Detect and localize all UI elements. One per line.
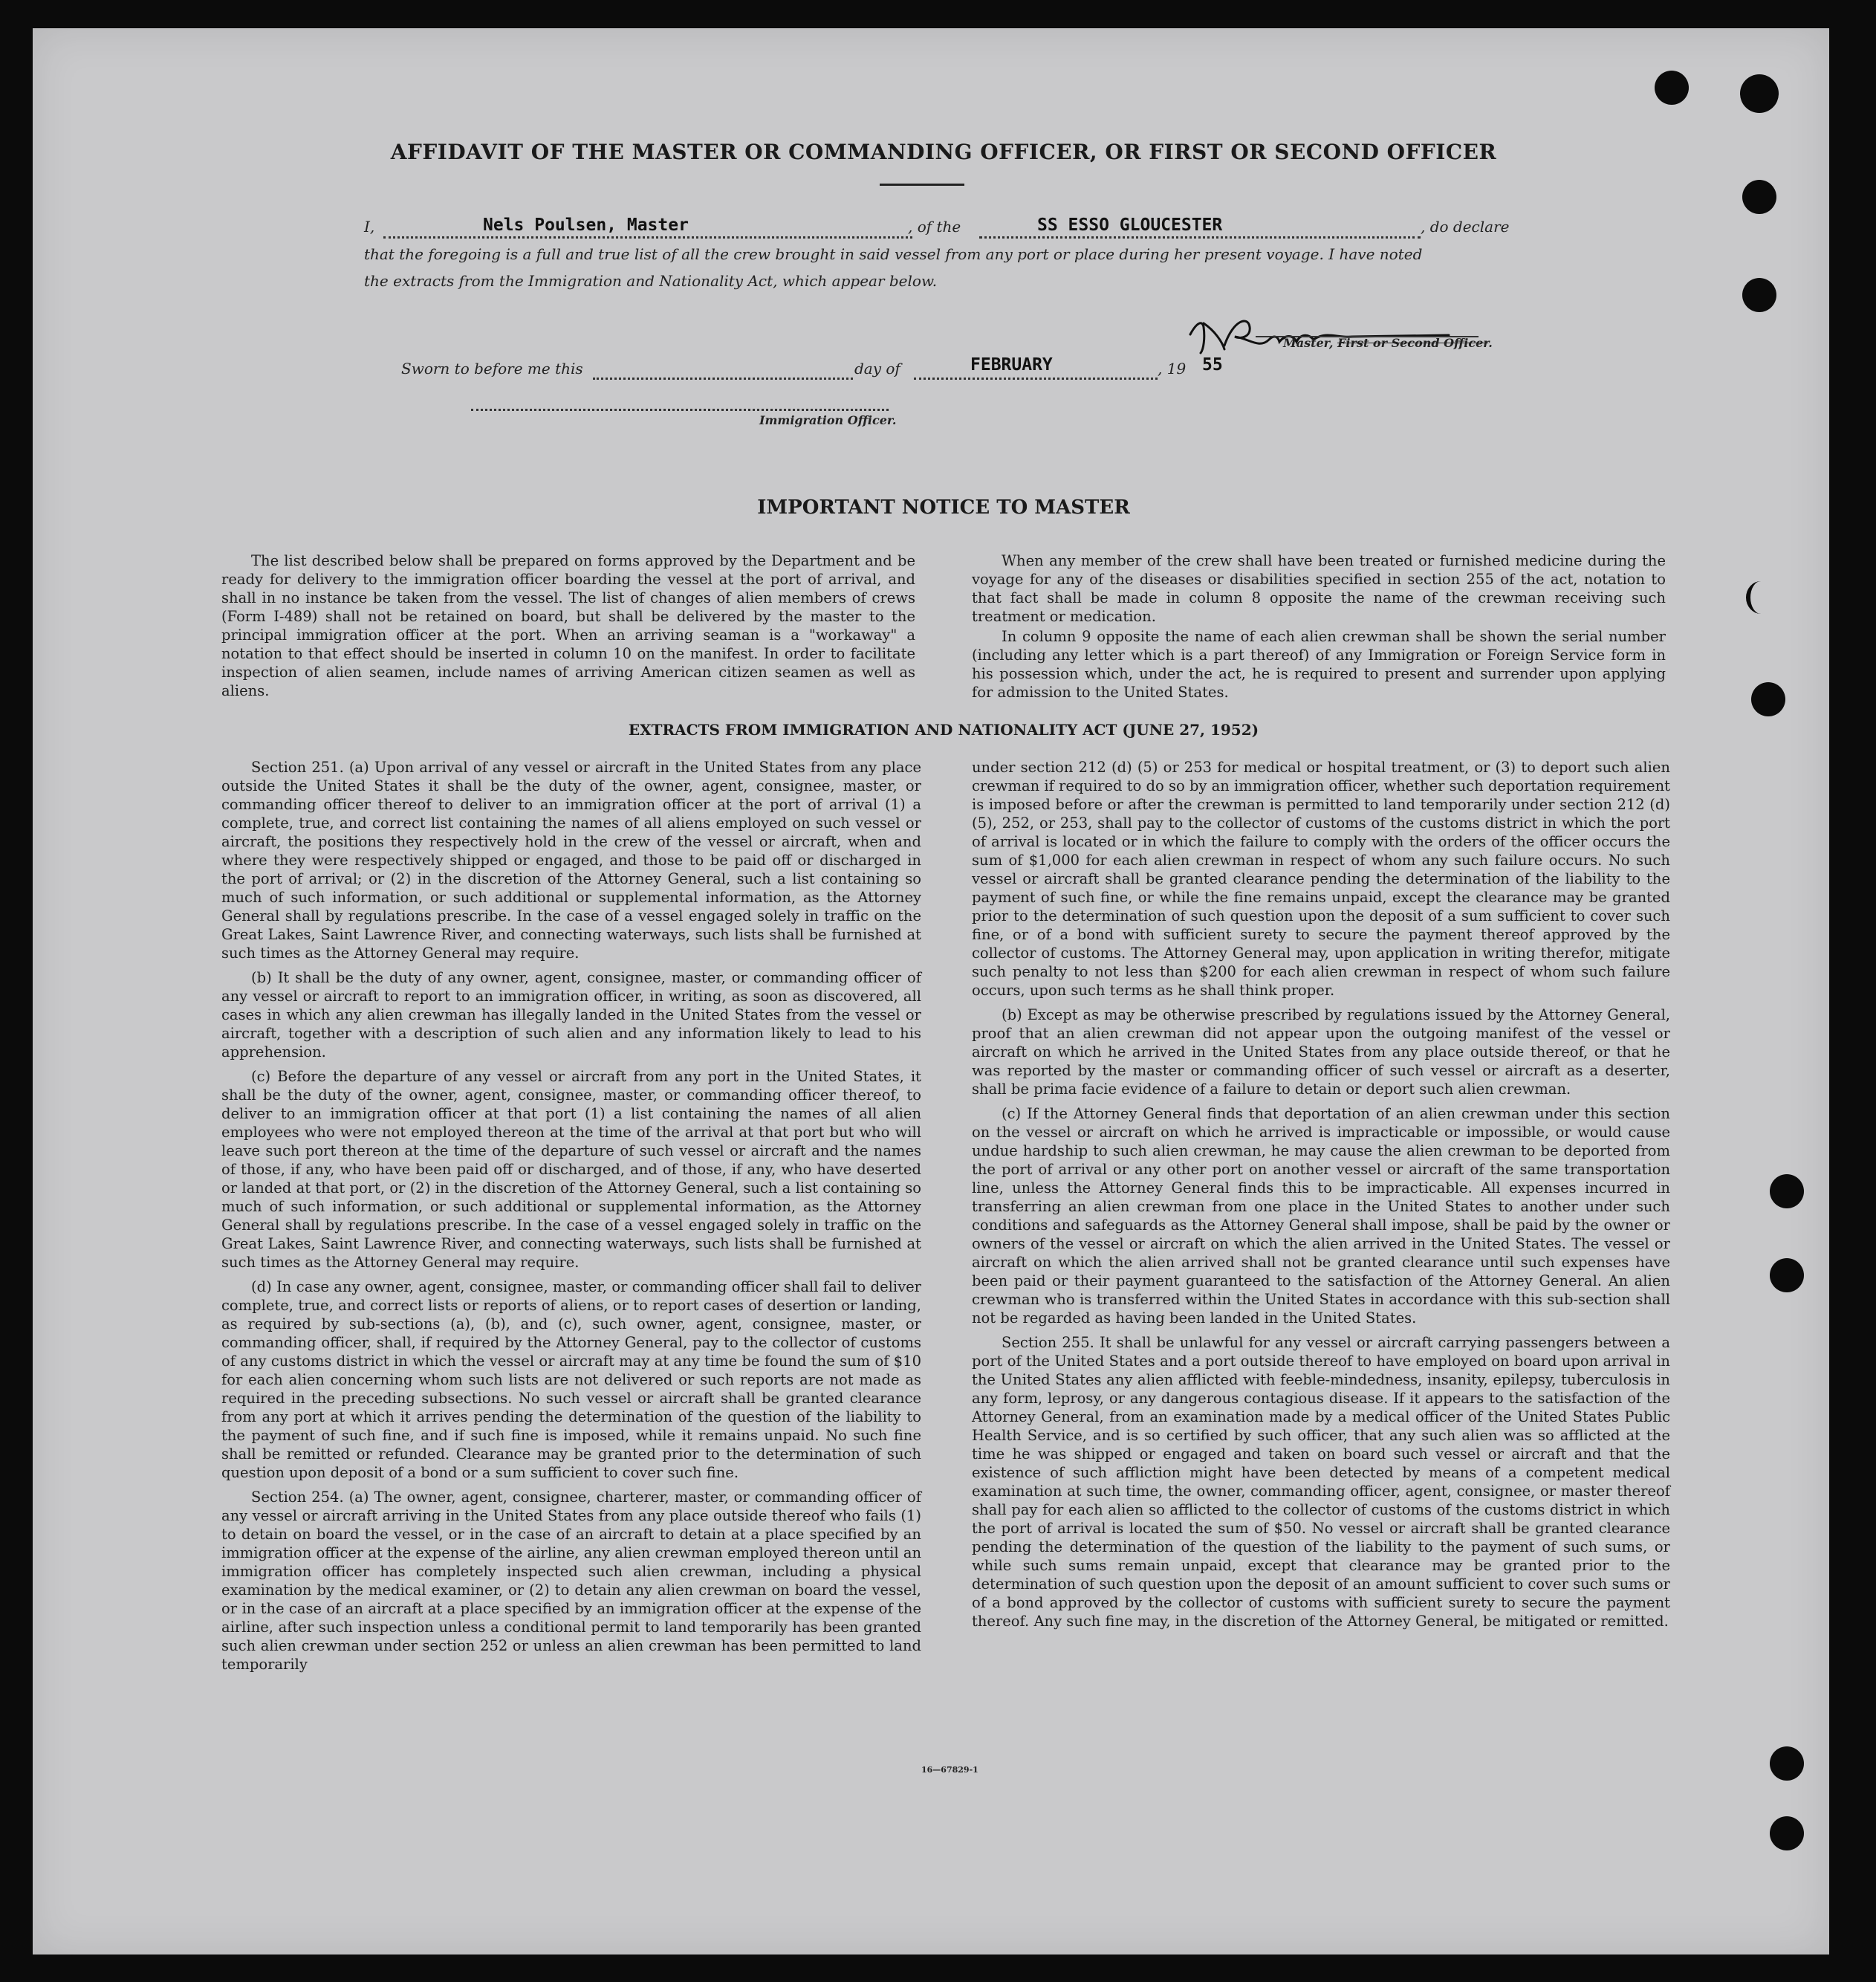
notice-left-paragraph: The list described below shall be prepared on forms approved by the Department and be ready for delivery to the immigration officer boarding the vessel at the port of arrival, and shall in no instance be taken from the vessel. The list of changes of alien members of crews (Form I-489) shall not be retained on board, but shall be delivered by the master to the principal immigration officer at the port. When an arriving seaman is a "workaway" a notation to that effect should be inserted in column 10 on the manifest. In order to facilitate inspection of alien seamen, include names of arriving American citizen seamen as well as aliens. (221, 552, 915, 699)
section-251-d: (d) In case any owner, agent, consignee, master, or commanding officer shall fail to deliver complete, true, and correct lists or reports of aliens, or to report cases of desertion or landing, as required by sub-sections (a), (b), and (c), such owner, agent, consignee, master, or commanding officer, shall, if required by the Attorney General, pay to the collector of customs of any customs district in which the vessel or aircraft may at any time be found the sum of $10 for each alien concerning whom such lists are not delivered or such reports are not made as required in the preceding subsections. No such vessel or aircraft shall be granted clearance from any port at which it arrives pending the determination of the question of the liability to the payment of such fine, and if such fine is imposed, while it remains unpaid. No such fine shall be remitted or refunded. Clearance may be granted prior to the determination of such question upon deposit of a bond or a sum sufficient to cover such fine. (221, 1278, 921, 1481)
notice-right-column (972, 551, 1666, 707)
signer-title: Master, First or Second Officer. (1283, 336, 1493, 350)
notice-left-column (221, 551, 915, 706)
extracts-left-column (221, 758, 921, 1680)
punch-hole (1740, 74, 1779, 113)
punch-hole (1770, 1258, 1804, 1292)
section-254-a-continued: under section 212 (d) (5) or 253 for medical or hospital treatment, or (3) to deport such alien crewman if required to do so by an immigration officer, whether such deportation requirement is imposed before or after the crewman is permitted to land temporarily under section 212 (d) (5), 252, or 253, shall pay to the collector of customs of the customs district in which the port of arrival is located or in which the failure to comply with the orders of the officer occurs the sum of $1,000 for each alien crewman in respect of whom any such failure occurs. No such vessel or aircraft shall be granted clearance pending the determination of the liability to the payment of such fine, or while the fine remains unpaid, except the clearance may be granted prior to the determination of such question upon the deposit of a sum sufficient to cover such fine, or of a bond with sufficient surety to secure the payment thereof approved by the collector of customs. The Attorney General may, upon application in writing therefor, mitigate such penalty to not less than $200 for each alien crewman in respect of whom such failure occurs, upon such terms as he shall think proper. (972, 759, 1670, 999)
punch-hole (1751, 682, 1785, 716)
year-prefix: , 19 (1158, 360, 1187, 378)
title-rule (880, 184, 964, 186)
punch-hole (1655, 71, 1689, 105)
declaration-line-2: that the foregoing is a full and true list of all the crew brought in said vessel from any port or place during her present voyage. I have noted (364, 245, 1423, 263)
do-declare-label: , do declare (1421, 218, 1510, 236)
section-255: Section 255. It shall be unlawful for any vessel or aircraft carrying passengers between a port of the United States and a port outside thereof to have employed on board upon arrival in the United States any alien afflicted with feeble-mindedness, insanity, epilepsy, tuberculosis in any form, leprosy, or any dangerous contagious disease. If it appears to the satisfaction of the Attorney General, from an examination made by a medical officer of the United States Public Health Service, and is so certified by such officer, that any such alien was so afflicted at the time he was shipped or engaged and taken on board such vessel or aircraft and that the existence of such affliction might have been detected by means of a competent medical examination at such time, the owner, commanding officer, agent, consignee, or master thereof shall pay for each alien so afflicted to the collector of customs of the customs district in which the port of arrival is located the sum of $50. No vessel or aircraft shall be granted clearance pending the determination of the question of the liability to the payment of such sums, or while such sums remain unpaid, except that clearance may be granted prior to the determination of such question upon the deposit of an amount sufficient to cover such sums or of a bond approved by the collector of customs with sufficient surety to secure the payment thereof. Any such fine may, in the discretion of the Attorney General, be mitigated or remitted. (972, 1334, 1670, 1630)
notice-right-paragraph-2: In column 9 opposite the name of each alien crewman shall be shown the serial number (including any letter which is a part thereof) of any Immigration or Foreign Service form in his possession which, under the act, he is required to present and surrender upon applying for admission to the United States. (972, 628, 1666, 701)
immigration-officer-label: Immigration Officer. (759, 413, 897, 427)
punch-hole (1770, 1174, 1804, 1208)
month-blank (914, 378, 1158, 380)
day-blank (593, 378, 853, 380)
master-name: Nels Poulsen, Master (483, 216, 689, 235)
extracts-right-column (972, 758, 1670, 1636)
sworn-year: 55 (1202, 355, 1223, 375)
section-254-b: (b) Except as may be otherwise prescribed by regulations issued by the Attorney General, proof that an alien crewman did not appear upon the outgoing manifest of the vessel or aircraft on which he arrived in the United States from any place outside thereof, or that he was reported by the master or commanding officer of such vessel or aircraft as a deserter, shall be prima facie evidence of a failure to detain or deport such alien crewman. (972, 1006, 1670, 1098)
declaration-line-3: the extracts from the Immigration and Nationality Act, which appear below. (364, 272, 938, 290)
immigration-officer-blank (471, 409, 889, 411)
extracts-title: EXTRACTS FROM IMMIGRATION AND NATIONALITY ACT (JUNE 27, 1952) (628, 721, 1259, 739)
section-251-c: (c) Before the departure of any vessel or aircraft from any port in the United States, it shall be the duty of the owner, agent, consignee, master, or commanding officer thereof, to deliver to an immigration officer at that port (1) a list containing the names of all alien employees who were not employed thereon at the time of the arrival at that port but who will leave such port thereon at the time of the departure of such vessel or aircraft and the names of those, if any, who have been paid off or discharged, and of those, if any, who have deserted or landed at that port, or (2) in the discretion of the Attorney General, such a list containing so much of such information, or such additional or supplemental information, as the Attorney General shall by regulations prescribe. In the case of a vessel engaged solely in traffic on the Great Lakes, Saint Lawrence River, and connecting waterways, such lists shall be furnished at such times as the Attorney General may require. (221, 1068, 921, 1271)
notice-right-paragraph-1: When any member of the crew shall have been treated or furnished medicine during the voyage for any of the diseases or disabilities specified in section 255 of the act, notation to that fact shall be made in column 8 opposite the name of the crewman receiving such treatment or medication. (972, 552, 1666, 625)
sworn-month: FEBRUARY (970, 355, 1053, 375)
punch-hole (1770, 1746, 1804, 1781)
punch-hole (1742, 180, 1776, 214)
section-251-a: Section 251. (a) Upon arrival of any vessel or aircraft in the United States from any place outside the United States it shall be the duty of the owner, agent, consignee, master, or commanding officer thereof to deliver to an immigration officer at the port of arrival (1) a complete, true, and correct list containing the names of all aliens employed on such vessel or aircraft, the positions they respectively hold in the crew of the vessel or aircraft, when and where they were respectively shipped or engaged, and those to be paid off or discharged in the port of arrival; or (2) in the discretion of the Attorney General, such a list containing so much of such information, or such additional or supplemental information, as the Attorney General shall by regulations prescribe. In the case of a vessel engaged solely in traffic on the Great Lakes, Saint Lawrence River, and connecting waterways, such lists shall be furnished at such times as the Attorney General may require. (221, 759, 921, 962)
day-of-label: day of (854, 360, 900, 378)
section-254-a: Section 254. (a) The owner, agent, consignee, charterer, master, or commanding officer of any vessel or aircraft arriving in the United States from any place outside thereof who fails (1) to detain on board the vessel, or in the case of an aircraft to detain at a place specified by an immigration officer at the expense of the airline, any alien crewman employed thereon until an immigration officer has completely inspected such alien crewman, including a physical examination by the medical examiner, or (2) to detain any alien crewman on board the vessel, or in the case of an aircraft at a place specified by an immigration officer at the expense of the airline, after such inspection unless a conditional permit to land temporarily has been granted such alien crewman under section 252 or unless an alien crewman has been permitted to land temporarily (221, 1489, 921, 1673)
of-the-label: , of the (908, 218, 961, 236)
form-number: 16—67829-1 (921, 1765, 978, 1775)
vessel-name: SS ESSO GLOUCESTER (1037, 216, 1223, 235)
section-251-b: (b) It shall be the duty of any owner, agent, consignee, master, or commanding officer of any vessel or aircraft to report to an immigration officer, in writing, as soon as discovered, all cases in which any alien crewman has illegally landed in the United States from the vessel or aircraft, together with a description of such alien and any information likely to lead to his apprehension. (221, 969, 921, 1060)
notice-title: IMPORTANT NOTICE TO MASTER (757, 496, 1130, 519)
punch-hole (1746, 581, 1776, 614)
vessel-blank (979, 236, 1421, 239)
sworn-label: Sworn to before me this (401, 360, 583, 378)
name-blank (383, 236, 912, 239)
i-label: I, (364, 218, 375, 236)
punch-hole (1742, 278, 1776, 312)
affidavit-title: AFFIDAVIT OF THE MASTER OR COMMANDING OFFICER, OR FIRST OR SECOND OFFICER (390, 140, 1497, 164)
punch-hole (1770, 1816, 1804, 1850)
master-signature (1181, 308, 1464, 360)
section-254-c: (c) If the Attorney General finds that deportation of an alien crewman under this section on the vessel or aircraft on which he arrived is impracticable or impossible, or would cause undue hardship to such alien crewman, he may cause the alien crewman to be deported from the port of arrival or any other port on another vessel or aircraft of the same transportation line, unless the Attorney General finds this to be impracticable. All expenses incurred in transferring an alien crewman from one place in the United States to another under such conditions and safeguards as the Attorney General shall impose, shall be paid by the owner or owners of the vessel or aircraft on which the alien arrived in the United States. The vessel or aircraft on which the alien arrived shall not be granted clearance until such expenses have been paid or their payment guaranteed to the satisfaction of the Attorney General. An alien crewman who is transferred within the United States in accordance with this sub-section shall not be regarded as having been landed in the United States. (972, 1105, 1670, 1327)
